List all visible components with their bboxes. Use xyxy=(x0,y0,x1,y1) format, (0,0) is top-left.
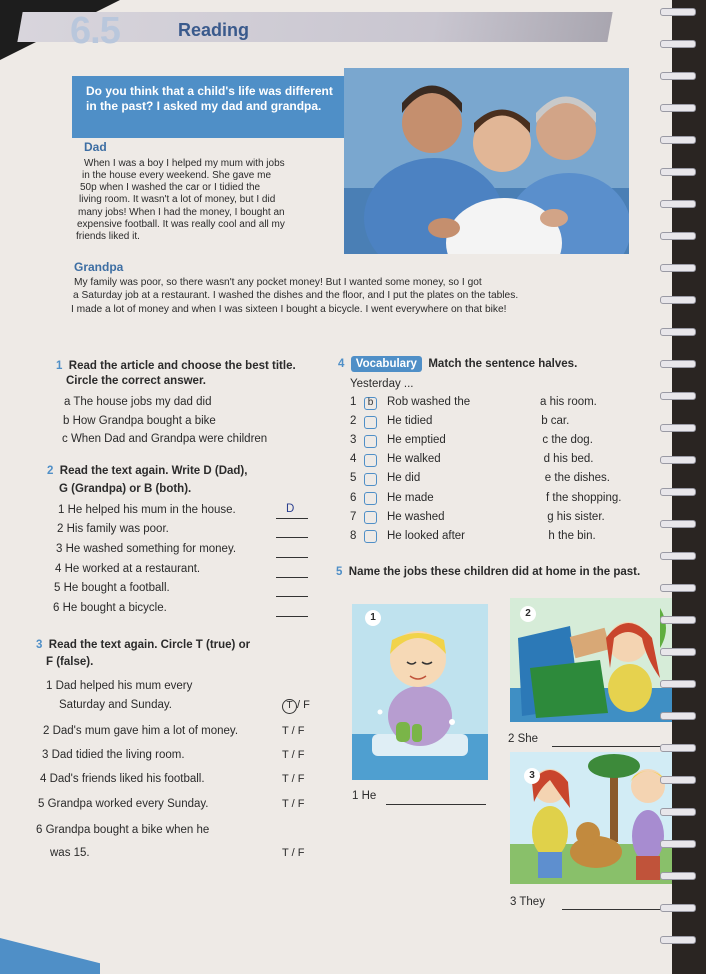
ex1-instruction: 1 Read the article and choose the best title. xyxy=(56,360,296,372)
dad-line: expensive football. It was really cool and all my xyxy=(77,219,285,230)
ex2-item: 2 His family was poor. xyxy=(57,523,169,535)
spiral-coil xyxy=(660,584,696,592)
ex2-instruction-2: G (Grandpa) or B (both). xyxy=(59,483,192,495)
ex3-true-false[interactable]: T / F xyxy=(282,699,310,714)
ex4-answer-box[interactable] xyxy=(364,511,377,524)
spiral-coil xyxy=(660,552,696,560)
ex4-sentence-start: He did xyxy=(387,472,421,485)
dad-line: When I was a boy I helped my mum with jobs xyxy=(84,158,285,169)
ex3-true-false[interactable]: T / F xyxy=(282,749,305,761)
grandpa-line: a Saturday job at a restaurant. I washed the dishes and the floor, and I put the plates on the tables. xyxy=(73,290,519,301)
ex4-answer-box[interactable]: b xyxy=(364,397,377,410)
ex5-instruction: 5 Name the jobs these children did at home in the past. xyxy=(336,566,641,578)
ex2-item: 4 He worked at a restaurant. xyxy=(55,563,201,575)
ex3-instruction-2: F (false). xyxy=(46,656,94,668)
ex3-item-cont: Saturday and Sunday. xyxy=(59,699,172,711)
ex4-sentence-start: He made xyxy=(387,491,434,504)
spiral-coil xyxy=(660,200,696,208)
spiral-coil xyxy=(660,840,696,848)
ex3-instruction: 3 Read the text again. Circle T (true) or xyxy=(36,639,251,651)
ex2-blank[interactable] xyxy=(276,596,308,597)
spiral-coil xyxy=(660,296,696,304)
picture-1-number: 1 xyxy=(365,610,381,626)
spiral-coil xyxy=(660,488,696,496)
ex3-true-false[interactable]: T / F xyxy=(282,847,305,859)
ex4-answer-box[interactable] xyxy=(364,435,377,448)
ex2-item: 3 He washed something for money. xyxy=(56,543,237,555)
ex4-item-number: 7 xyxy=(350,510,357,523)
spiral-coil xyxy=(660,520,696,528)
ex2-answer[interactable]: D xyxy=(286,503,295,515)
ex4-sentence-end: e the dishes. xyxy=(544,472,611,485)
ex4-sentence-start: He emptied xyxy=(387,434,446,447)
ex4-sentence-start: Rob washed the xyxy=(387,396,471,408)
spiral-coil xyxy=(660,904,696,912)
ex4-sentence-start: He looked after xyxy=(387,529,465,542)
ex4-sentence-start: He walked xyxy=(387,453,441,466)
dad-line: friends liked it. xyxy=(76,231,140,242)
ex5-answer-label: 2 She xyxy=(508,733,539,745)
spiral-coil xyxy=(660,168,696,176)
ex4-sentence-end: f the shopping. xyxy=(546,491,622,504)
spiral-coil xyxy=(660,744,696,752)
spiral-binding xyxy=(660,0,706,974)
ex2-blank[interactable] xyxy=(276,537,308,538)
spiral-coil xyxy=(660,680,696,688)
dad-line: in the house every weekend. She gave me xyxy=(82,170,272,181)
ex2-item: 6 He bought a bicycle. xyxy=(53,602,167,614)
ex4-answer-box[interactable] xyxy=(364,492,377,505)
ex4-answer-box[interactable] xyxy=(364,473,377,486)
section-title: Reading xyxy=(178,20,250,40)
grandpa-line: I made a lot of money and when I was sixteen I bought a bicycle. I went everywhere on that bike! xyxy=(71,304,507,315)
ex5-answer-blank[interactable] xyxy=(552,746,662,747)
ex3-item: 2 Dad's mum gave him a lot of money. xyxy=(43,725,239,737)
spiral-coil xyxy=(660,136,696,144)
ex4-item-number: 1 xyxy=(350,396,357,408)
ex2-blank[interactable] xyxy=(276,616,308,617)
ex5-answer-label: 1 He xyxy=(352,790,377,802)
dad-line: 50p when I washed the car or I tidied the xyxy=(80,182,261,193)
ex2-item: 1 He helped his mum in the house. xyxy=(58,504,236,516)
picture-1 xyxy=(352,604,488,780)
vocabulary-badge: Vocabulary xyxy=(351,356,422,372)
picture-2-number: 2 xyxy=(520,606,536,622)
ex2-blank[interactable] xyxy=(276,518,308,519)
ex3-true-false[interactable]: T / F xyxy=(282,798,305,810)
ex2-item: 5 He bought a football. xyxy=(54,582,170,594)
ex4-instruction: 4 Vocabulary Match the sentence halves. xyxy=(338,358,578,370)
ex4-answer-box[interactable] xyxy=(364,454,377,467)
ex4-item-number: 6 xyxy=(350,491,357,504)
ex4-item-number: 3 xyxy=(350,434,357,447)
ex1-instruction-2: Circle the correct answer. xyxy=(66,375,206,387)
ex3-true-false[interactable]: T / F xyxy=(282,725,305,737)
ex4-answer-box[interactable] xyxy=(364,416,377,429)
ex4-answer-box[interactable] xyxy=(364,530,377,543)
ex4-sentence-start: He washed xyxy=(387,510,445,523)
ex4-sentence-end: h the bin. xyxy=(548,529,596,542)
ex4-sentence-end: b car. xyxy=(541,415,570,428)
family-photo xyxy=(344,68,629,254)
dad-heading: Dad xyxy=(84,140,107,154)
ex5-answer-blank[interactable] xyxy=(386,804,486,805)
spiral-coil xyxy=(660,328,696,336)
spiral-coil xyxy=(660,8,696,16)
spiral-coil xyxy=(660,616,696,624)
grandpa-heading: Grandpa xyxy=(74,260,124,274)
ex4-sentence-end: c the dog. xyxy=(542,434,593,447)
spiral-coil xyxy=(660,424,696,432)
spiral-coil xyxy=(660,776,696,784)
ex3-true-false[interactable]: T / F xyxy=(282,773,305,785)
ex4-sentence-start: He tidied xyxy=(387,415,433,428)
ex2-blank[interactable] xyxy=(276,577,308,578)
spiral-coil xyxy=(660,712,696,720)
grandpa-line: My family was poor, so there wasn't any pocket money! But I wanted some money, so I got xyxy=(74,277,482,288)
unit-number: 6.5 xyxy=(70,10,120,52)
ex3-item: 1 Dad helped his mum every xyxy=(46,680,193,692)
spiral-coil xyxy=(660,936,696,944)
ex4-item-number: 8 xyxy=(350,529,357,542)
ex4-item-number: 4 xyxy=(350,453,357,466)
ex3-item: 6 Grandpa bought a bike when he xyxy=(36,824,210,836)
ex3-item-cont: was 15. xyxy=(50,847,90,859)
intro-question-box: Do you think that a child's life was different in the past? I asked my dad and grandpa. xyxy=(72,76,344,138)
spiral-coil xyxy=(660,40,696,48)
ex3-item: 3 Dad tidied the living room. xyxy=(42,749,185,761)
spiral-coil xyxy=(660,456,696,464)
dad-line: living room. It wasn't a lot of money, but I did xyxy=(79,194,276,205)
spiral-coil xyxy=(660,264,696,272)
spiral-coil xyxy=(660,72,696,80)
spiral-coil xyxy=(660,104,696,112)
ex1-option[interactable]: c When Dad and Grandpa were children xyxy=(62,433,268,445)
picture-3-number: 3 xyxy=(524,768,540,784)
ex2-instruction: 2 Read the text again. Write D (Dad), xyxy=(47,465,248,477)
ex1-option[interactable]: b How Grandpa bought a bike xyxy=(63,415,216,427)
spiral-coil xyxy=(660,392,696,400)
spiral-coil xyxy=(660,808,696,816)
ex3-item: 5 Grandpa worked every Sunday. xyxy=(38,798,209,810)
ex4-sentence-end: d his bed. xyxy=(543,453,594,466)
ex1-option[interactable]: a The house jobs my dad did xyxy=(64,396,212,408)
ex5-answer-blank[interactable] xyxy=(562,909,672,910)
spiral-coil xyxy=(660,872,696,880)
spiral-coil xyxy=(660,232,696,240)
ex3-item: 4 Dad's friends liked his football. xyxy=(40,773,205,785)
ex4-lead: Yesterday ... xyxy=(350,378,414,390)
dad-line: many jobs! When I had the money, I bought an xyxy=(78,207,285,218)
ex4-item-number: 5 xyxy=(350,472,357,485)
ex4-item-number: 2 xyxy=(350,415,357,428)
ex2-blank[interactable] xyxy=(276,557,308,558)
ex5-answer-label: 3 They xyxy=(510,896,545,908)
ex4-sentence-end: g his sister. xyxy=(547,510,605,523)
circled-answer: T xyxy=(282,699,297,714)
footer-band xyxy=(0,938,100,974)
ex4-sentence-end: a his room. xyxy=(540,396,597,408)
spiral-coil xyxy=(660,648,696,656)
spiral-coil xyxy=(660,360,696,368)
